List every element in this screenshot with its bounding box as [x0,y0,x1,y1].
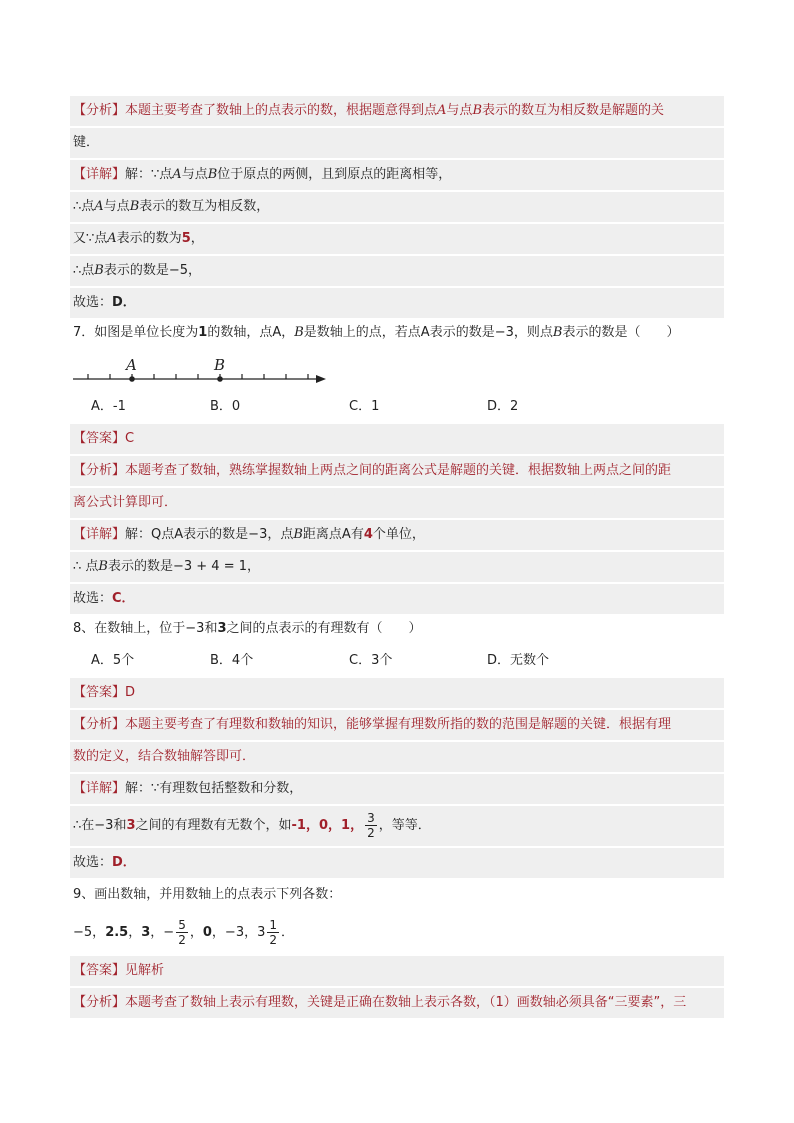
answer-tag: 【答案】 [73,431,126,446]
answer-q7: 【答案】C [70,424,724,454]
detail-tag: 【详解】 [73,527,126,542]
q8-option-a: A．5个 [91,653,135,668]
q8-option-d: D．无数个 [487,653,550,668]
analysis-tag: 【分析】 [73,995,126,1010]
detail-q6-line2: ∴点A与点B表示的数互为相反数， [70,192,724,222]
number-line-figure [70,352,340,392]
point-a-label: A [126,356,137,374]
q7-option-a: A．-1 [91,399,126,414]
q7-option-b: B．0 [210,399,241,414]
point-a-dot [129,376,135,382]
q8-option-b: B．4个 [210,653,254,668]
detail-q8-line3: 故选：D． [70,848,724,878]
analysis-q8: 【分析】本题主要考查了有理数和数轴的知识，能够掌握有理数所指的数的范围是解题的关键．根据有理 [70,710,724,740]
question-9-numbers: −5，2.5，3，− $\frac{5}{2}$ ，0，−3，3 $\frac{1}{2}$ ． [73,918,295,947]
q7-option-c: C．1 [349,399,380,414]
fraction-1-2: $\frac{1}{2}$ [269,918,278,947]
detail-q6-line3: 又∵点A表示的数为5， [70,224,724,254]
detail-tag: 【详解】 [73,781,126,796]
analysis-q9: 【分析】本题考查了数轴上表示有理数，关键是正确在数轴上表示各数，（1）画数轴必须具备“三要素”，三 [70,988,724,1018]
question-8: 8、在数轴上，位于−3和3之间的点表示的有理数有（ ） [73,621,422,636]
question-7: 7．如图是单位长度为1的数轴，点A，B是数轴上的点，若点A表示的数是−3，则点B表示的数是（ ） [73,325,680,340]
q7-option-d: D．2 [487,399,519,414]
q8-option-c: C．3个 [349,653,393,668]
number-line-ticks [88,374,308,379]
answer-q9: 【答案】见解析 [70,956,724,986]
detail-q8-line2: ∴在−3和3之间的有理数有无数个，如-1，0，1， $\frac{3}{2}$ ，等等． [70,806,724,846]
point-b-label: B [214,356,226,374]
point-b-dot [217,376,223,382]
question-9: 9、画出数轴，并用数轴上的点表示下列各数： [73,887,342,902]
fraction-3-2: $\frac{3}{2}$ [367,811,375,840]
detail-q7-line2: ∴ 点B表示的数是−3 + 4 = 1， [70,552,724,582]
analysis-tag: 【分析】 [73,717,126,732]
detail-q6-line4: ∴点B表示的数是−5， [70,256,724,286]
answer-q8: 【答案】D [70,678,724,708]
fraction-5-2: $\frac{5}{2}$ [178,918,186,947]
answer-tag: 【答案】 [73,963,126,978]
detail-tag: 【详解】 [73,167,126,182]
detail-q7-line3: 故选：C． [70,584,724,614]
analysis-tag: 【分析】 [73,103,126,118]
analysis-q7: 【分析】本题考查了数轴，熟练掌握数轴上两点之间的距离公式是解题的关键．根据数轴上两点之间的距 [70,456,724,486]
detail-q8: 【详解】解：∵有理数包括整数和分数， [70,774,724,804]
arrow-head-icon [316,375,326,383]
analysis-q6: 【分析】本题主要考查了数轴上的点表示的数，根据题意得到点A与点B表示的数互为相反数是解题的关 [70,96,724,126]
analysis-q6-cont: 键． [70,128,724,158]
analysis-q8-cont: 数的定义，结合数轴解答即可． [70,742,724,772]
detail-q6-line5: 故选：D． [70,288,724,318]
detail-q7: 【详解】解：Q点A表示的数是−3，点B距离点A有4个单位， [70,520,724,550]
analysis-q7-cont: 离公式计算即可． [70,488,724,518]
detail-q6: 【详解】解：∵点A与点B位于原点的两侧，且到原点的距离相等， [70,160,724,190]
analysis-tag: 【分析】 [73,463,126,478]
answer-tag: 【答案】 [73,685,126,700]
